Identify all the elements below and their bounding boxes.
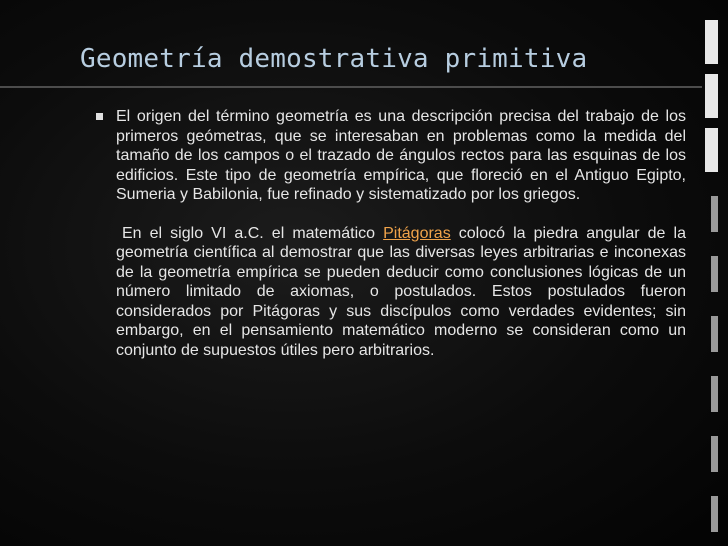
square-bullet-icon	[96, 113, 103, 120]
decorative-bar	[711, 196, 718, 232]
paragraph-2-text-start: En el siglo VI a.C. el matemático	[122, 224, 384, 242]
paragraph-2-text-end: colocó la piedra angular de la geometría científica al demostrar que las diversas leyes arbitrarias e inconexas de la geometría empírica se pueden deducir como conclusiones lógicas de un número limitado de axiomas, o postulados. Estos postulados fueron considerados por Pitágoras y sus discípulos como verdades evidentes; sin embargo, en el pensamiento matemático moderno se consideran como un conjunto de supuestos útiles pero arbitrarios.	[116, 224, 686, 359]
decorative-bar	[705, 74, 718, 118]
paragraph-1-text: El origen del término geometría es una descripción precisa del trabajo de los primeros geómetras, que se interesaban en problemas como la medida del tamaño de los campos o el trazado de ángulos rectos para las esquinas de los edificios. Este tipo de geometría empírica, que floreció en el Antiguo Egipto, Sumeria y Babilonia, fue refinado y sistematizado por los griegos.	[116, 108, 686, 203]
title-divider	[0, 86, 702, 88]
bullet-paragraph-1	[96, 107, 686, 205]
paragraph-2	[96, 224, 686, 361]
slide-content	[96, 107, 686, 360]
pitagoras-link[interactable]: Pitágoras	[383, 224, 451, 242]
decorative-bar	[711, 496, 718, 532]
decorative-bar	[711, 316, 718, 352]
slide-title: Geometría demostrativa primitiva	[80, 44, 588, 74]
decorative-bar	[711, 376, 718, 412]
decorative-bar	[711, 256, 718, 292]
decorative-bar	[705, 128, 718, 172]
decorative-bar	[705, 20, 718, 64]
decorative-bar	[711, 436, 718, 472]
